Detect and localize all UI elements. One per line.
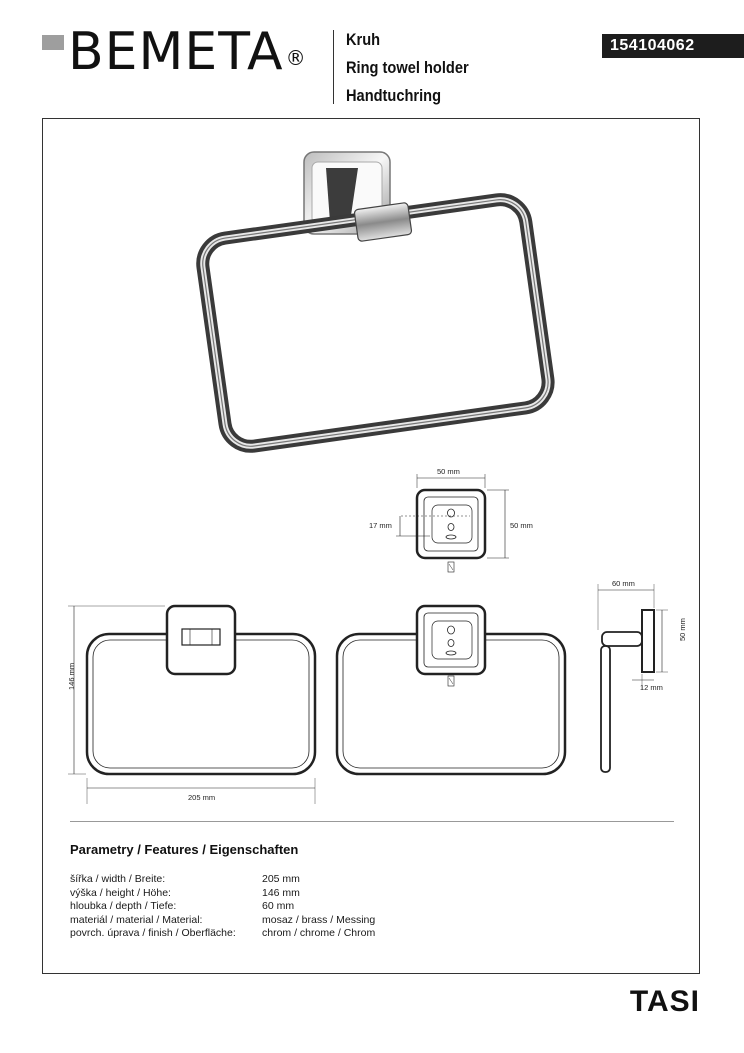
dim-side-plate: 50 mm [678, 618, 687, 641]
spec-value: 205 mm [262, 873, 300, 885]
spec-row [70, 873, 375, 887]
spec-row [70, 900, 375, 914]
spec-label: výška / height / Höhe: [70, 886, 171, 899]
spec-value: chrom / chrome / Chrom [262, 927, 376, 939]
product-name-de: Handtuchring [346, 86, 442, 105]
brand-logo: BEMETA ® [68, 22, 307, 82]
spec-label: materiál / material / Material: [70, 913, 203, 926]
dim-top-offset: 17 mm [369, 521, 392, 530]
spec-label: povrch. úprava / finish / Oberfläche: [70, 927, 236, 939]
product-name-cz: Kruh [346, 30, 381, 49]
dim-side-depth: 60 mm [612, 579, 635, 588]
top-view [396, 474, 509, 572]
spec-label: šířka / width / Breite: [70, 873, 166, 885]
product-name-en: Ring towel holder [346, 58, 469, 77]
spec-label: hloubka / depth / Tiefe: [70, 900, 177, 912]
spec-row [70, 927, 375, 941]
dim-front-height: 146 mm [67, 662, 76, 690]
features-table [70, 873, 375, 941]
rear-view [337, 606, 565, 774]
side-view [598, 584, 668, 772]
dim-side-rod: 12 mm [640, 683, 663, 692]
spec-value: 146 mm [262, 886, 300, 899]
spec-value: mosaz / brass / Messing [262, 913, 376, 926]
product-code: 154104062 [602, 34, 744, 58]
features-title: Parametry / Features / Eigenschaften [70, 842, 299, 857]
section-divider [70, 821, 674, 822]
front-view [68, 606, 315, 804]
spec-value: 60 mm [262, 900, 295, 912]
spec-row [70, 914, 375, 928]
dim-top-height: 50 mm [510, 521, 533, 530]
collection-name: TASI [629, 985, 700, 1018]
spec-row [70, 887, 375, 901]
product-illustration [199, 152, 551, 450]
dim-front-width: 205 mm [188, 793, 216, 802]
dim-top-width: 50 mm [437, 467, 460, 476]
